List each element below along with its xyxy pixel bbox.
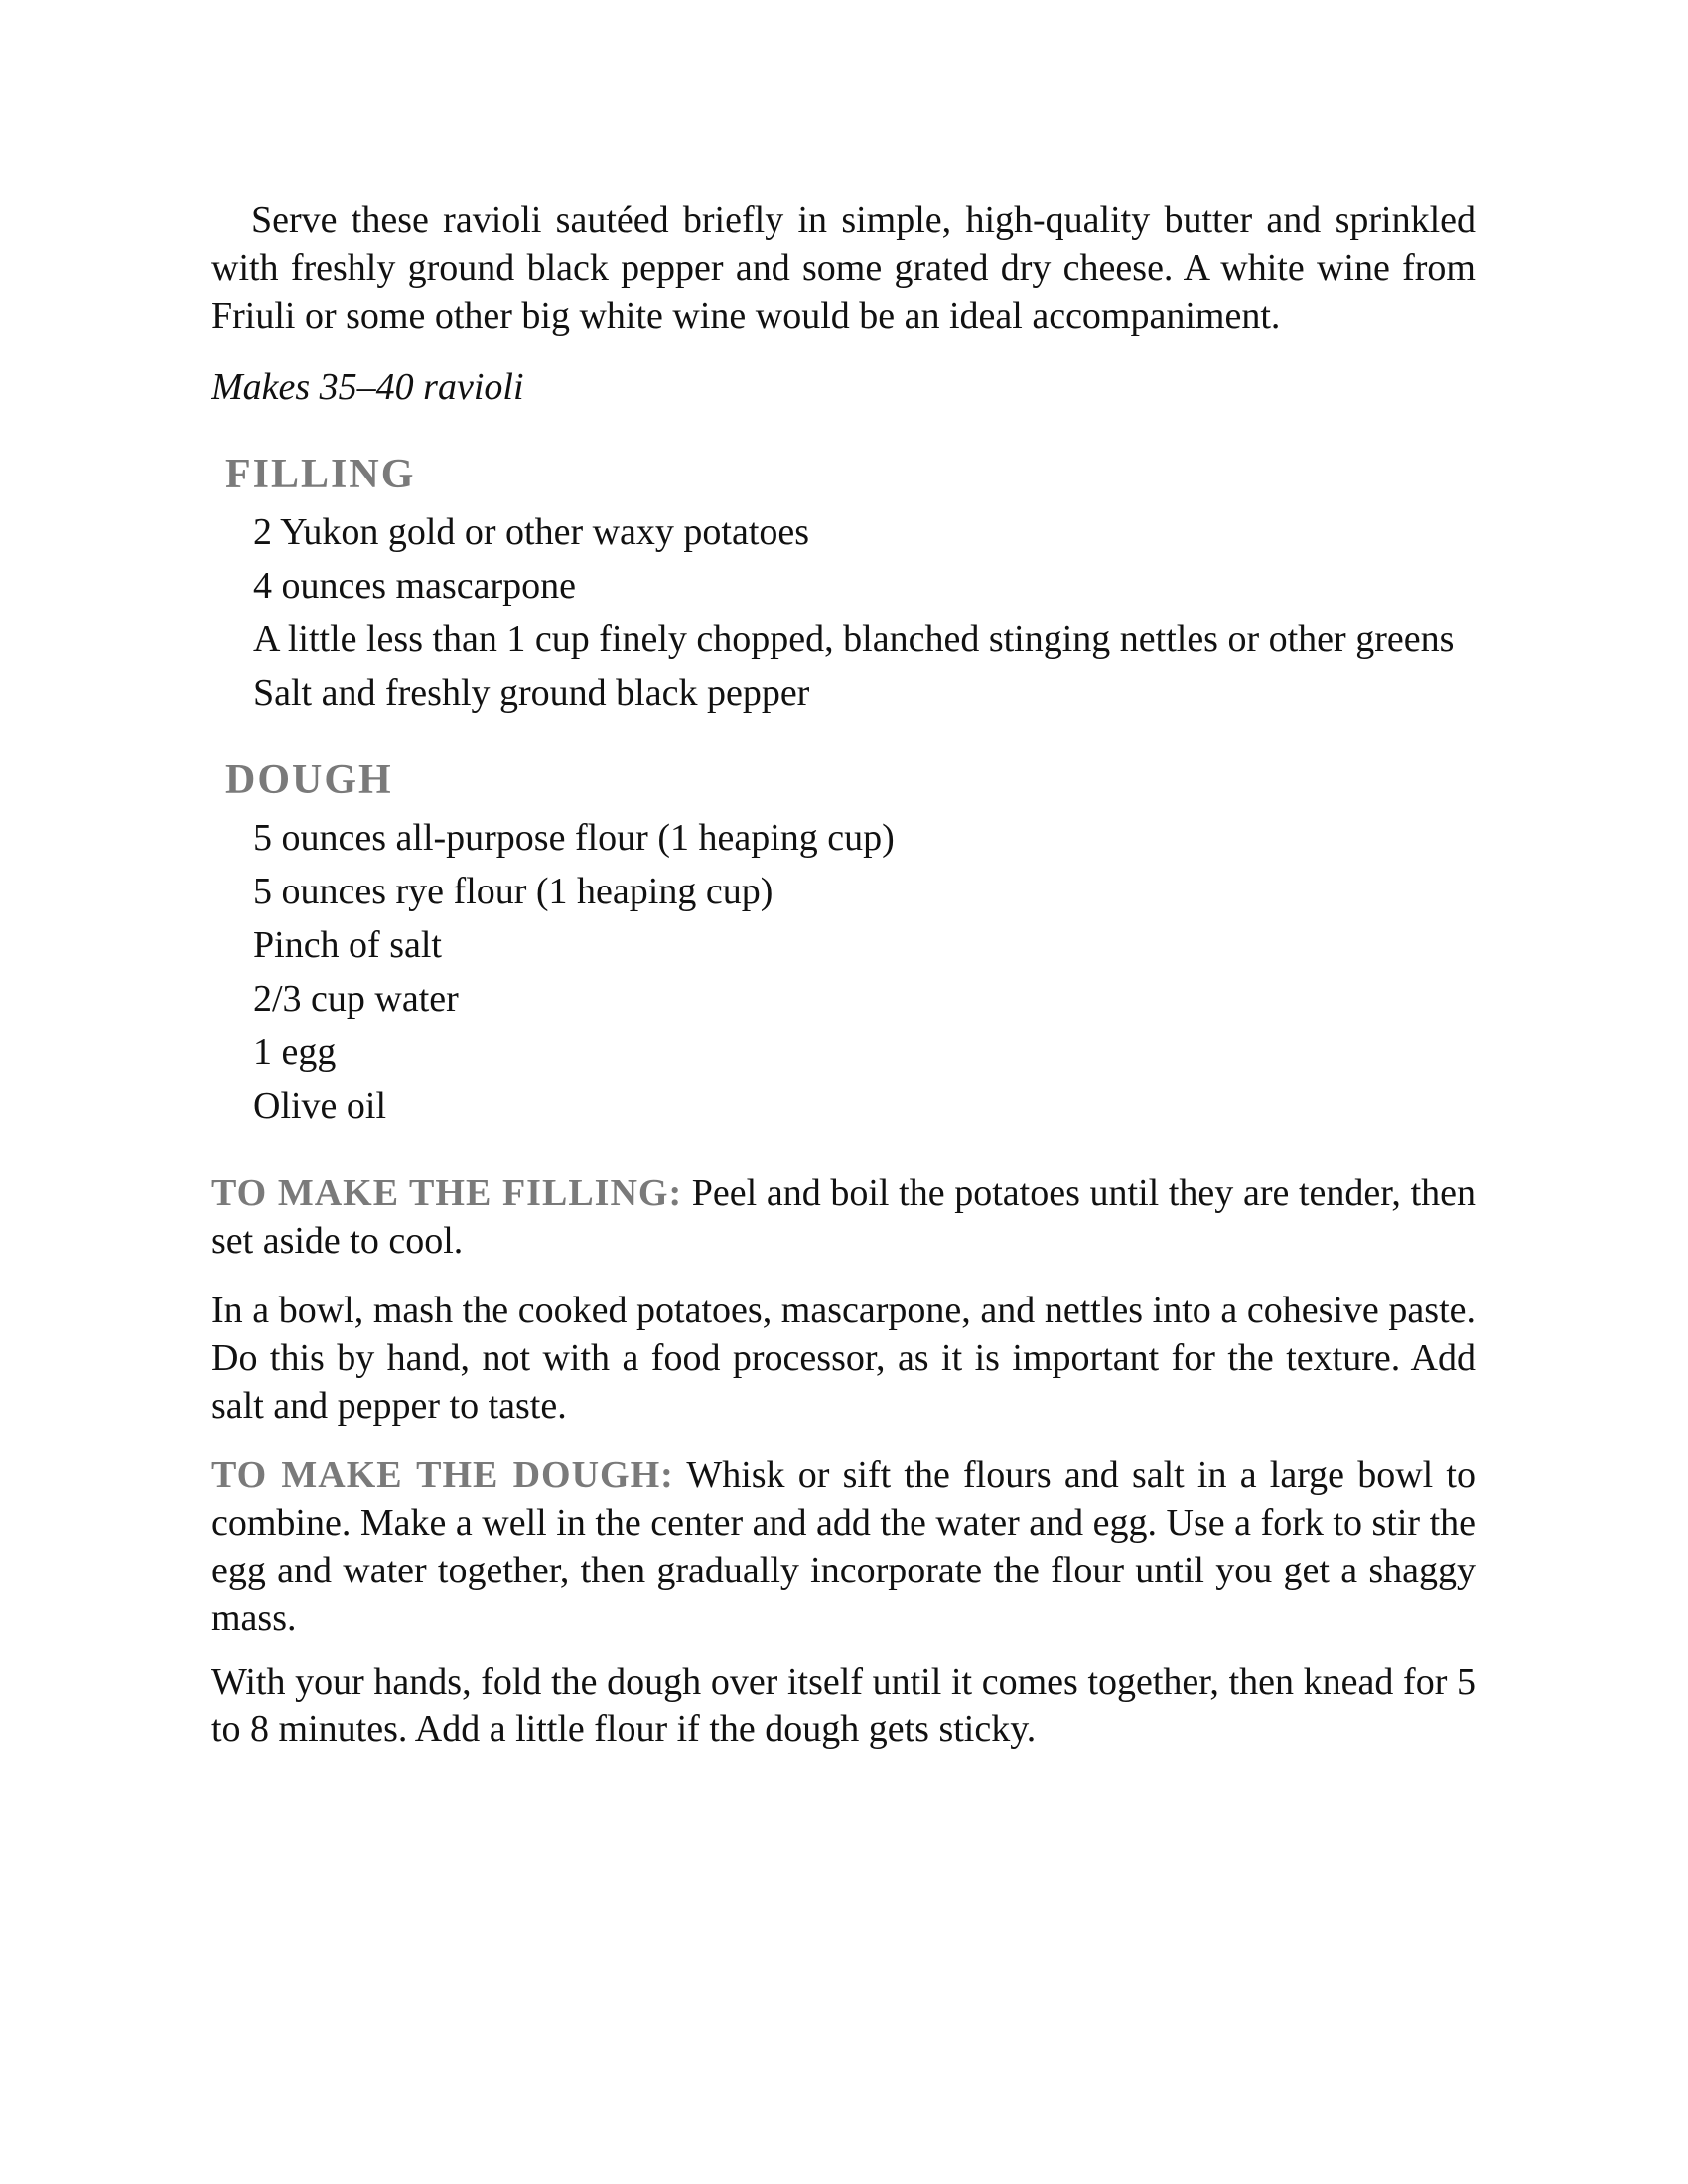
filling-heading: FILLING xyxy=(225,452,416,497)
dough-step xyxy=(211,1451,1476,1642)
intro-paragraph: Serve these ravioli sautéed briefly in simple, high-quality butter and sprinkled with freshly ground black pepper and some grated dry cheese. A white wine from Friuli or some other big white wine would be an ideal accompaniment. xyxy=(211,200,1476,337)
filling-step xyxy=(211,1169,1476,1265)
dough-ingredient-list xyxy=(211,814,1476,1130)
dough-step-lead: TO MAKE THE DOUGH: xyxy=(211,1454,674,1496)
recipe-page xyxy=(211,197,1476,1753)
ingredient-item: Pinch of salt xyxy=(253,924,442,966)
ingredient-item: 5 ounces rye flour (1 heaping cup) xyxy=(253,871,774,912)
ingredient-item: 4 ounces mascarpone xyxy=(253,565,576,607)
dough-heading: DOUGH xyxy=(225,757,393,803)
ingredient-item: A little less than 1 cup finely chopped, blanched stinging nettles or other greens xyxy=(253,618,1455,660)
mash-step: In a bowl, mash the cooked potatoes, mascarpone, and nettles into a cohesive paste. Do this by hand, not with a food processor, as it is important for the texture. Add salt and pepper to taste. xyxy=(211,1290,1476,1427)
recipe-yield: Makes 35–40 ravioli xyxy=(211,366,524,408)
knead-step: With your hands, fold the dough over itself until it comes together, then knead for 5 to 8 minutes. Add a little flour if the dough gets sticky. xyxy=(211,1661,1476,1750)
ingredient-item: 5 ounces all-purpose flour (1 heaping cup) xyxy=(253,817,895,859)
ingredient-item: Olive oil xyxy=(253,1085,387,1127)
ingredient-item: 2 Yukon gold or other waxy potatoes xyxy=(253,511,810,553)
ingredient-item: 1 egg xyxy=(253,1031,337,1073)
filling-step-text: Peel and boil the potatoes until they are tender, then set aside to cool. xyxy=(211,1172,1477,1262)
dough-step-text: Whisk or sift the flours and salt in a large bowl to combine. Make a well in the center and add the water and egg. Use a fork to stir the egg and water together, then gradually incorporate the flour until you get a shaggy mass. xyxy=(211,1454,1476,1639)
ingredient-item: Salt and freshly ground black pepper xyxy=(253,672,810,714)
ingredient-item: 2/3 cup water xyxy=(253,978,459,1020)
filling-ingredient-list xyxy=(211,508,1476,717)
filling-step-lead: TO MAKE THE FILLING: xyxy=(211,1172,683,1214)
